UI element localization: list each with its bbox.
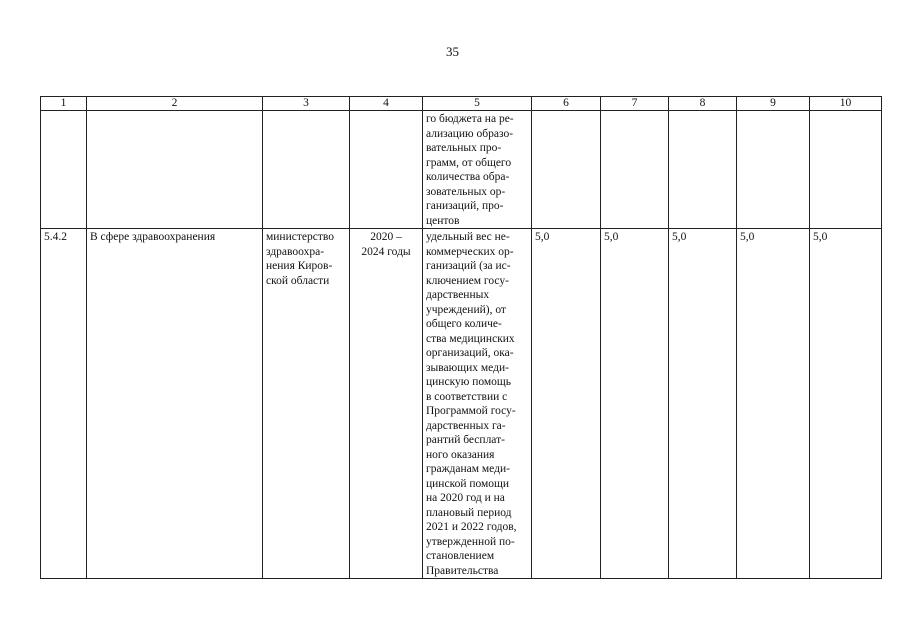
header-cell: 9 (737, 97, 810, 111)
indicator-line: зовательных ор- (426, 185, 506, 198)
value-cell: 5,0 (669, 229, 737, 579)
indicator-line: количества обра- (426, 171, 510, 183)
indicator-line: ключением госу- (426, 274, 509, 287)
indicator-line: организаций, ока- (426, 347, 514, 359)
value-cell: 5,0 (737, 229, 810, 579)
executor-line: министерство (266, 231, 334, 243)
row-indicator (423, 229, 532, 579)
indicator-line: коммерческих ор- (426, 245, 514, 258)
indicator-line: удельный вес не- (426, 231, 510, 243)
indicator-line: Правительства (426, 564, 499, 577)
indicator-line: 2021 и 2022 годов, (426, 521, 517, 533)
indicator-line: рантий бесплат- (426, 434, 505, 446)
indicator-line: ганизаций (за ис- (426, 260, 511, 272)
indicator-line: общего количе- (426, 318, 502, 330)
indicator-line: грамм, от общего (426, 156, 512, 169)
indicator-line: становлением (426, 550, 495, 562)
indicator-line: на 2020 год и на (426, 492, 505, 504)
executor-line: ской области (266, 274, 330, 287)
continued-indicator-cell (423, 111, 532, 229)
period-line: 2020 – (370, 231, 402, 243)
data-table (40, 96, 882, 579)
period-line: 2024 годы (361, 245, 411, 258)
indicator-line: Программой госу- (426, 405, 516, 417)
header-cell: 10 (810, 97, 882, 111)
indicator-line: ства медицинских (426, 332, 515, 345)
indicator-line: ализацию образо- (426, 127, 514, 140)
header-cell: 5 (423, 97, 532, 111)
indicator-line: учреждений), от (426, 303, 506, 316)
indicator-line: ганизаций, про- (426, 200, 504, 212)
indicator-line: ного оказания (426, 448, 495, 461)
table-row-continued (41, 111, 882, 229)
indicator-line: в соответствии с (426, 390, 508, 403)
value-cell: 5,0 (601, 229, 669, 579)
indicator-line: гражданам меди- (426, 463, 510, 475)
header-cell: 1 (41, 97, 87, 111)
row-code: 5.4.2 (41, 229, 87, 579)
header-cell: 2 (87, 97, 263, 111)
indicator-line: плановый период (426, 506, 512, 519)
header-cell: 4 (350, 97, 423, 111)
header-cell: 7 (601, 97, 669, 111)
page-number: 35 (446, 44, 459, 59)
row-area: В сфере здравоохранения (87, 229, 263, 579)
indicator-line: цинской помощи (426, 477, 510, 490)
indicator-line: цинскую помощь (426, 376, 512, 388)
header-cell: 6 (532, 97, 601, 111)
header-cell: 3 (263, 97, 350, 111)
indicator-line: зывающих меди- (426, 361, 509, 374)
header-cell: 8 (669, 97, 737, 111)
executor-line: нения Киров- (266, 260, 333, 272)
table-header-row (41, 97, 882, 111)
indicator-line: дарственных га- (426, 419, 506, 432)
value-cell: 5,0 (532, 229, 601, 579)
table-row (41, 229, 882, 579)
indicator-line: го бюджета на ре- (426, 113, 514, 125)
indicator-line: утвержденной по- (426, 535, 515, 548)
row-period (350, 229, 423, 579)
indicator-line: вательных про- (426, 142, 502, 154)
value-cell: 5,0 (810, 229, 882, 579)
row-executor (263, 229, 350, 579)
executor-line: здравоохра- (266, 245, 325, 258)
indicator-line: центов (426, 214, 460, 227)
indicator-line: дарственных (426, 289, 490, 301)
